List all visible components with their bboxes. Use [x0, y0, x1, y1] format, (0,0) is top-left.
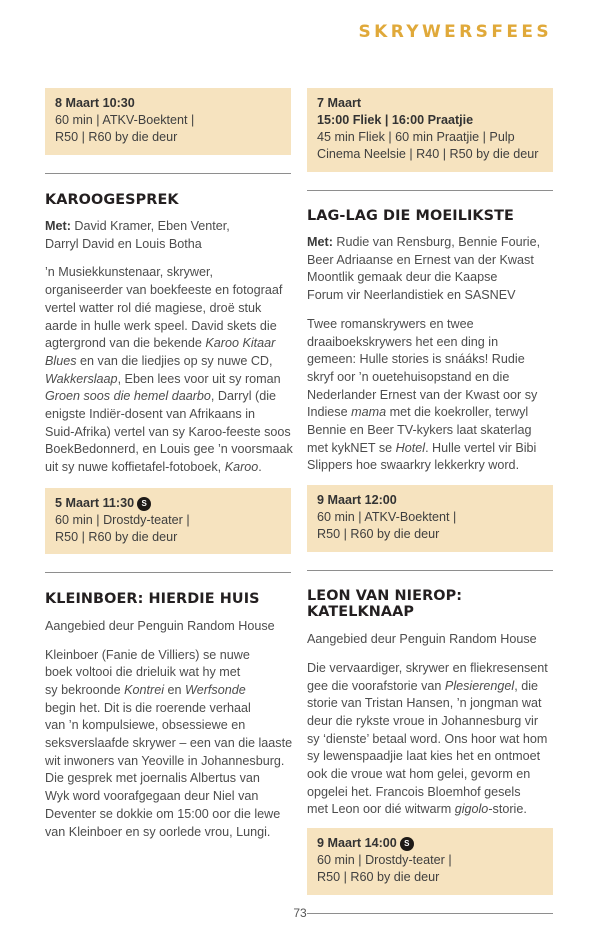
desc-text: agtergrond van die bekende: [45, 336, 206, 351]
desc-text: .: [258, 460, 262, 475]
desc-text: -storie.: [488, 802, 527, 817]
desc-line: boek voltooi die drieluik wat hy met: [45, 665, 241, 680]
desc-line: wit inwoners van Yeoville in Johannesburg.: [45, 753, 285, 768]
with-label: Met:: [45, 219, 71, 233]
participants-line: Darryl David en Louis Botha: [45, 236, 202, 251]
desc-text: uit sy nuwe koffietafel-fotoboek,: [45, 460, 225, 475]
desc-text: met Leon oor dié witwarm: [307, 802, 455, 817]
event-date-time: 9 Maart 14:00: [317, 836, 397, 851]
desc-text: en: [164, 682, 186, 697]
event-duration-venue: 60 min | Drostdy-teater |: [317, 853, 452, 868]
event-presenter: Aangebied deur Penguin Random House: [45, 618, 275, 633]
desc-line: van Kleinboer en sy oorlede vrou, Lungi.: [45, 824, 271, 839]
event-title: LAG-LAG DIE MOEILIKSTE: [307, 208, 514, 224]
with-label: Met:: [307, 235, 333, 249]
event-duration-venue: 60 min | Drostdy-teater |: [55, 512, 190, 527]
desc-italic: Karoo: [224, 460, 259, 475]
event-info-box: [307, 828, 553, 895]
desc-italic: gigolo: [454, 802, 489, 817]
desc-italic: Plesierengel: [444, 678, 515, 693]
desc-line: Deventer se dokkie om 15:00 oor die lewe: [45, 806, 281, 821]
event-title: KLEINBOER: HIERDIE HUIS: [45, 590, 260, 607]
desc-line: Bennie en Beer TV-kykers laat skaterlag: [307, 423, 532, 438]
desc-line: seksverslaafde skrywer – een van die laaste: [45, 736, 293, 751]
desc-line: deur die rykste vroue in Johannesburg vir: [307, 713, 539, 728]
desc-text: met kykNET se: [307, 440, 396, 455]
participants-line: Rudie van Rensburg, Bennie Fourie,: [332, 235, 541, 249]
desc-line: begin het. Dit is die roerende verhaal: [45, 700, 251, 715]
desc-line: Die vervaardiger, skrywer en fliekresensent: [307, 660, 548, 675]
event-venue-price: Cinema Neelsie | R40 | R50 by die deur: [317, 147, 539, 161]
desc-line: aarde in hulle werk speel. David skets die: [45, 318, 277, 333]
desc-line: opgelei het. Francois Bloemhof gesels: [307, 784, 521, 799]
event-info-box: [45, 488, 291, 554]
event-price: R50 | R60 by die deur: [317, 870, 440, 885]
desc-line: Kleinboer (Fanie de Villiers) se nuwe: [45, 647, 250, 662]
event-participants: [307, 234, 553, 305]
page-number: 73: [293, 906, 307, 920]
desc-line: Wyk word voorafgegaan deur Niel van: [45, 789, 259, 804]
divider: [307, 190, 553, 191]
event-description: [45, 264, 291, 476]
section-title: SKRYWERSFEES: [358, 22, 552, 42]
desc-line: BoekBedonnerd, en Louis gee ’n voorsmaak: [45, 442, 293, 457]
event-date: 7 Maart: [317, 96, 362, 110]
left-column: [45, 88, 291, 841]
desc-line: van ’n kompulsiewe, obsessiewe en: [45, 718, 246, 733]
event-duration-venue: 60 min | ATKV-Boektent |: [55, 113, 195, 127]
desc-line: ’n Musiekkunstenaar, skrywer,: [45, 265, 213, 280]
participants-line: David Kramer, Eben Venter,: [70, 219, 230, 233]
desc-line: vertel watter rol dié magiese, droë stuk: [45, 300, 262, 315]
event-date-time: 9 Maart 12:00: [317, 493, 397, 508]
desc-text: Indiese: [307, 405, 352, 420]
event-info-box: [307, 485, 553, 552]
desc-italic: Groen soos die hemel daarbo: [45, 389, 211, 404]
event-price: R50 | R60 by die deur: [55, 130, 178, 144]
desc-italic: mama: [351, 405, 387, 420]
desc-line: gemeen: Hulle stories is snááks! Rudie: [307, 352, 525, 367]
desc-line: ook die vroue wat hom gelei, gevorm en: [307, 767, 531, 782]
event-times: 15:00 Fliek | 16:00 Praatjie: [317, 113, 474, 127]
desc-line: Nederlander Ernest van der Kwast oor sy: [307, 387, 538, 402]
event-duration-venue: 60 min | ATKV-Boektent |: [317, 510, 457, 525]
desc-text: sy bekroonde: [45, 682, 125, 697]
event-title: LEON VAN NIEROP: KATELKNAAP: [307, 588, 463, 621]
event-price: R50 | R60 by die deur: [55, 529, 178, 544]
desc-line: draaiboekskrywers het een ding in: [307, 334, 499, 349]
event-date-time: 8 Maart 10:30: [55, 96, 135, 110]
desc-italic: Blues: [45, 353, 77, 368]
event-info-box: [307, 88, 553, 172]
desc-line: storie van Tristan Hansen, ’n jongman wat: [307, 696, 542, 711]
desc-text: , Darryl (die: [210, 389, 276, 404]
event-date-time: 5 Maart 11:30: [55, 495, 135, 510]
event-price: R50 | R60 by die deur: [317, 527, 440, 542]
sponsor-line: Moontlik gemaak deur die Kaapse: [307, 270, 498, 285]
desc-line: Twee romanskrywers en twee: [307, 316, 474, 331]
desc-text: , die: [514, 678, 539, 693]
participants-line: Beer Adriaanse en Ernest van der Kwast: [307, 252, 534, 267]
desc-italic: Hotel: [395, 440, 426, 455]
desc-text: . Hulle vertel vir Bibi: [425, 440, 537, 455]
desc-text: , Eben lees voor uit sy roman: [117, 371, 281, 386]
divider: [45, 572, 291, 573]
event-info-box: [45, 88, 291, 155]
divider: [307, 570, 553, 571]
desc-italic: Werfsonde: [185, 682, 246, 697]
divider: [45, 173, 291, 174]
desc-line: organiseerder van boekfeeste en fotograaf: [45, 283, 283, 298]
desc-italic: Karoo Kitaar: [205, 336, 276, 351]
desc-line: sy lewenspaadjie laat kies het en ontmoet: [307, 749, 541, 764]
desc-line: Slippers hoe swaarkry lekkerkry word.: [307, 458, 520, 473]
desc-italic: Kontrei: [124, 682, 165, 697]
event-description: [307, 316, 553, 475]
event-title: KAROOGESPREK: [45, 192, 179, 208]
event-description: [45, 647, 291, 842]
event-presenter: Aangebied deur Penguin Random House: [307, 632, 537, 647]
desc-line: skryf oor ’n ouetehuisopstand en die: [307, 369, 510, 384]
event-participants: [45, 218, 291, 253]
desc-text: met die koekroller, terwyl: [386, 405, 529, 420]
right-column: [307, 88, 553, 914]
event-duration-venue: 45 min Fliek | 60 min Praatjie | Pulp: [317, 130, 515, 144]
sponsor-line: Forum vir Neerlandistiek en SASNEV: [307, 288, 516, 303]
desc-text: en van die liedjies op sy nuwe CD,: [76, 353, 273, 368]
desc-line: enigste Indiër-dosent van Afrikaans in: [45, 407, 256, 422]
desc-text: gee die voorafstorie van: [307, 678, 445, 693]
desc-line: Die gesprek met joernalis Albertus van: [45, 771, 260, 786]
desc-line: sy ‘dienste’ betaal word. Ons hoor wat hom: [307, 731, 548, 746]
desc-italic: Wakkerslaap: [45, 371, 118, 386]
event-description: [307, 660, 553, 819]
s-badge-icon: S: [400, 837, 414, 851]
desc-line: Suid-Afrika) vertel van sy Karoo-feeste soos: [45, 424, 291, 439]
s-badge-icon: S: [137, 497, 151, 511]
